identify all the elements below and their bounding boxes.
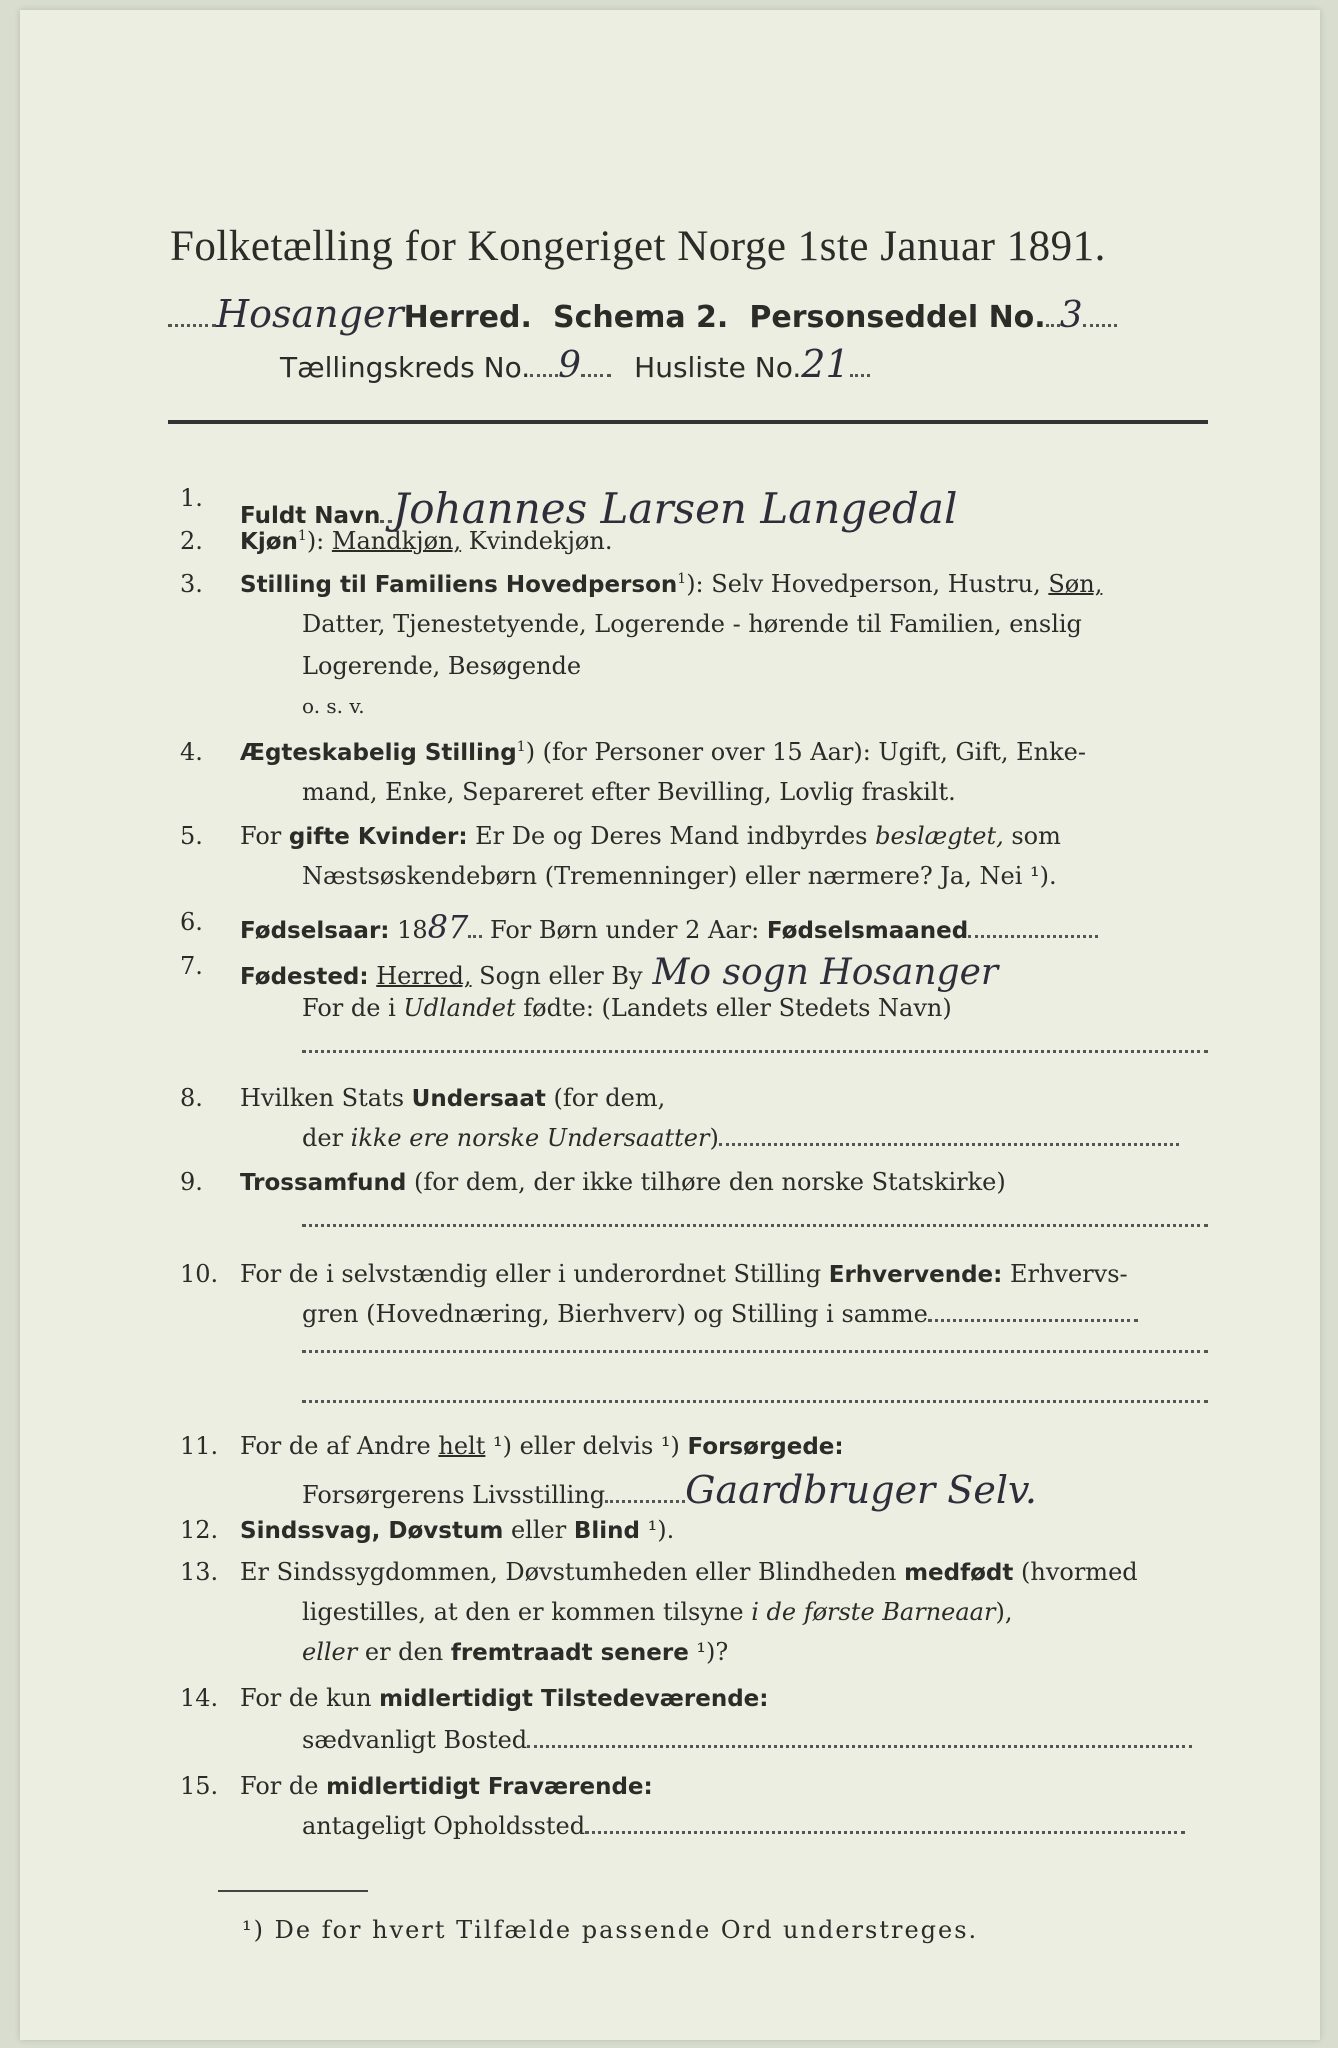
label-undersaat: Undersaat	[411, 1086, 546, 1112]
dots	[968, 935, 1098, 938]
header-line-1	[168, 292, 1117, 336]
taellingskreds-value: 9	[558, 345, 582, 386]
text: Forsørgerens Livsstilling	[302, 1481, 606, 1509]
label-fuldt-navn: Fuldt Navn	[240, 503, 381, 529]
census-form-page	[20, 10, 1320, 2040]
item-number: 1.	[180, 484, 203, 512]
text-italic: Udlandet	[403, 994, 516, 1022]
text: For de af Andre	[240, 1432, 439, 1460]
item-number: 10.	[180, 1260, 219, 1288]
sup: 1	[677, 571, 687, 587]
item-number: 13.	[180, 1558, 219, 1586]
option-son-underlined: Søn,	[1048, 570, 1103, 598]
text: som	[1003, 822, 1061, 850]
text: ),	[995, 1598, 1013, 1626]
text: Erhvervs-	[1002, 1260, 1128, 1288]
text: sædvanligt Bosted	[302, 1726, 528, 1754]
text: Er De og Deres Mand indbyrdes	[467, 822, 876, 850]
item-15-line-2	[302, 1812, 1185, 1840]
label-stilling: Stilling til Familiens Hovedperson	[240, 572, 678, 598]
label-blind: Blind	[573, 1518, 640, 1544]
text: For Børn under 2 Aar:	[482, 916, 767, 944]
value-fodested: Mo sogn Hosanger	[652, 952, 999, 993]
label-fremtraadt: fremtraadt senere	[450, 1640, 689, 1666]
value-fodselsaar: 87	[427, 908, 469, 946]
schema-label: Schema 2.	[552, 300, 729, 335]
dots	[585, 1831, 1185, 1834]
sup: 1	[516, 739, 526, 755]
text: ligestilles, at den er kommen tilsyne	[302, 1598, 752, 1626]
item-number: 2.	[180, 527, 203, 555]
item-3-line-4: o. s. v.	[302, 694, 365, 718]
text: For de	[240, 1772, 327, 1800]
item-14-line-2	[302, 1726, 1192, 1754]
text: For de i	[302, 994, 404, 1022]
text-italic: i de første Barneaar	[751, 1598, 996, 1626]
text-italic: beslægtet,	[875, 822, 1004, 850]
footnote: ¹) De for hvert Tilfælde passende Ord understreges.	[242, 1916, 979, 1944]
dots	[1083, 324, 1117, 327]
text-italic: ikke ere norske Undersaatter	[350, 1124, 710, 1152]
label-sindssvag: Sindssvag, Døvstum	[240, 1518, 504, 1544]
item-number: 5.	[180, 822, 203, 850]
item-number: 9.	[180, 1168, 203, 1196]
item-13-line-2	[302, 1598, 1012, 1626]
dots	[605, 1500, 685, 1503]
option-mandkjon-underlined: Mandkjøn,	[331, 527, 462, 555]
item-11-line-2	[302, 1468, 1037, 1512]
item-number: 15.	[180, 1772, 219, 1800]
text: Sogn eller By	[471, 962, 643, 990]
label-fodested: Fødested:	[240, 964, 369, 990]
label-gifte-kvinder: gifte Kvinder:	[288, 824, 468, 850]
item-number: 4.	[180, 738, 203, 766]
label-fodselsaar: Fødselsaar:	[240, 918, 390, 944]
option-herred-underlined: Herred,	[376, 962, 472, 990]
form-title: Folketælling for Kongeriget Norge 1ste Januar 1891.	[170, 223, 1106, 270]
item-3-line-3: Logerende, Besøgende	[302, 652, 582, 680]
personseddel-value: 3	[1059, 295, 1083, 336]
taellingskreds-label: Tællingskreds No.	[280, 351, 531, 384]
dots	[928, 1319, 1138, 1322]
text: gren (Hovednæring, Bierhverv) og Stilling i samme	[302, 1300, 928, 1328]
text: Hvilken Stats	[240, 1084, 412, 1112]
husliste-label: Husliste No.	[634, 351, 802, 384]
text: fødte: (Landets eller Stedets Navn)	[515, 994, 952, 1022]
dots	[527, 1745, 1192, 1748]
dots	[468, 935, 482, 938]
blank-line	[302, 1400, 1208, 1403]
text: ¹) eller delvis ¹)	[485, 1432, 688, 1460]
herred-label: Herred.	[403, 300, 532, 335]
item-13-line-3	[302, 1638, 728, 1666]
text: ) (for Personer over 15 Aar): Ugift, Gift, Enke-	[525, 738, 1086, 766]
footnote-rule	[218, 1890, 368, 1892]
dots	[1046, 324, 1060, 327]
text: Er Sindssygdommen, Døvstumheden eller Blindheden	[240, 1558, 905, 1586]
label-fravaerende: midlertidigt Fraværende:	[326, 1774, 653, 1800]
label-aegteskabelig: Ægteskabelig Stilling	[240, 740, 517, 766]
value-fuldt-navn: Johannes Larsen Langedal	[392, 484, 958, 533]
item-10-line-2	[302, 1300, 1138, 1328]
label-kjon: Kjøn	[240, 529, 298, 555]
dots	[719, 1143, 1179, 1146]
text: der	[302, 1124, 351, 1152]
item-4-line-2: mand, Enke, Separeret efter Bevilling, Lovlig fraskilt.	[302, 778, 956, 806]
blank-line	[302, 1050, 1208, 1053]
text: ):	[306, 527, 332, 555]
text: ): Selv Hovedperson, Hustru,	[686, 570, 1049, 598]
item-5-line-2: Næstsøskendebørn (Tremenninger) eller nærmere? Ja, Nei ¹).	[302, 862, 1057, 890]
label-erhvervende: Erhvervende:	[828, 1262, 1003, 1288]
text: 18	[389, 916, 428, 944]
text: (for dem,	[545, 1084, 666, 1112]
text: For de kun	[240, 1684, 380, 1712]
husliste-value: 21	[801, 342, 850, 386]
text-italic: eller	[302, 1638, 358, 1666]
herred-value: Hosanger	[216, 292, 404, 336]
label-tilstedevaerende: midlertidigt Tilstedeværende:	[379, 1686, 769, 1712]
label-trossamfund: Trossamfund	[240, 1170, 407, 1196]
text: (hvormed	[1013, 1558, 1138, 1586]
text: ¹)?	[688, 1638, 729, 1666]
text: For de i selvstændig eller i underordnet Stilling	[240, 1260, 829, 1288]
item-number: 12.	[180, 1516, 219, 1544]
item-number: 6.	[180, 908, 203, 936]
item-number: 8.	[180, 1084, 203, 1112]
dots	[168, 324, 216, 327]
text: )	[709, 1124, 719, 1152]
dots	[380, 520, 392, 523]
dots	[530, 374, 558, 377]
item-3-line-2: Datter, Tjenestetyende, Logerende - hørende til Familien, enslig	[302, 610, 1082, 638]
label-medfodt: medfødt	[904, 1560, 1014, 1586]
dots	[850, 374, 870, 377]
label-forsorgede: Forsørgede:	[687, 1434, 844, 1460]
item-number: 7.	[180, 952, 203, 980]
sup: 1	[297, 528, 307, 544]
option-helt-underlined: helt	[438, 1432, 486, 1460]
text: (for dem, der ikke tilhøre den norske Statskirke)	[406, 1168, 1006, 1196]
header-rule	[168, 420, 1208, 424]
item-8-line-2	[302, 1124, 1179, 1152]
personseddel-label: Personseddel No.	[749, 300, 1046, 335]
dots	[581, 374, 611, 377]
text: ¹).	[639, 1516, 675, 1544]
value-forsorger: Gaardbruger Selv.	[685, 1468, 1038, 1512]
blank-line	[302, 1224, 1208, 1227]
item-7-line-2	[302, 994, 952, 1022]
text: er den	[357, 1638, 451, 1666]
header-line-2	[280, 342, 870, 386]
text: eller	[503, 1516, 574, 1544]
label-fodselsmaaned: Fødselsmaaned	[766, 918, 969, 944]
item-number: 14.	[180, 1684, 219, 1712]
text: For	[240, 822, 289, 850]
item-number: 3.	[180, 570, 203, 598]
text: antageligt Opholdssted	[302, 1812, 586, 1840]
blank-line	[302, 1350, 1208, 1353]
option-kvindekjon: Kvindekjøn.	[461, 527, 613, 555]
item-number: 11.	[180, 1432, 219, 1460]
